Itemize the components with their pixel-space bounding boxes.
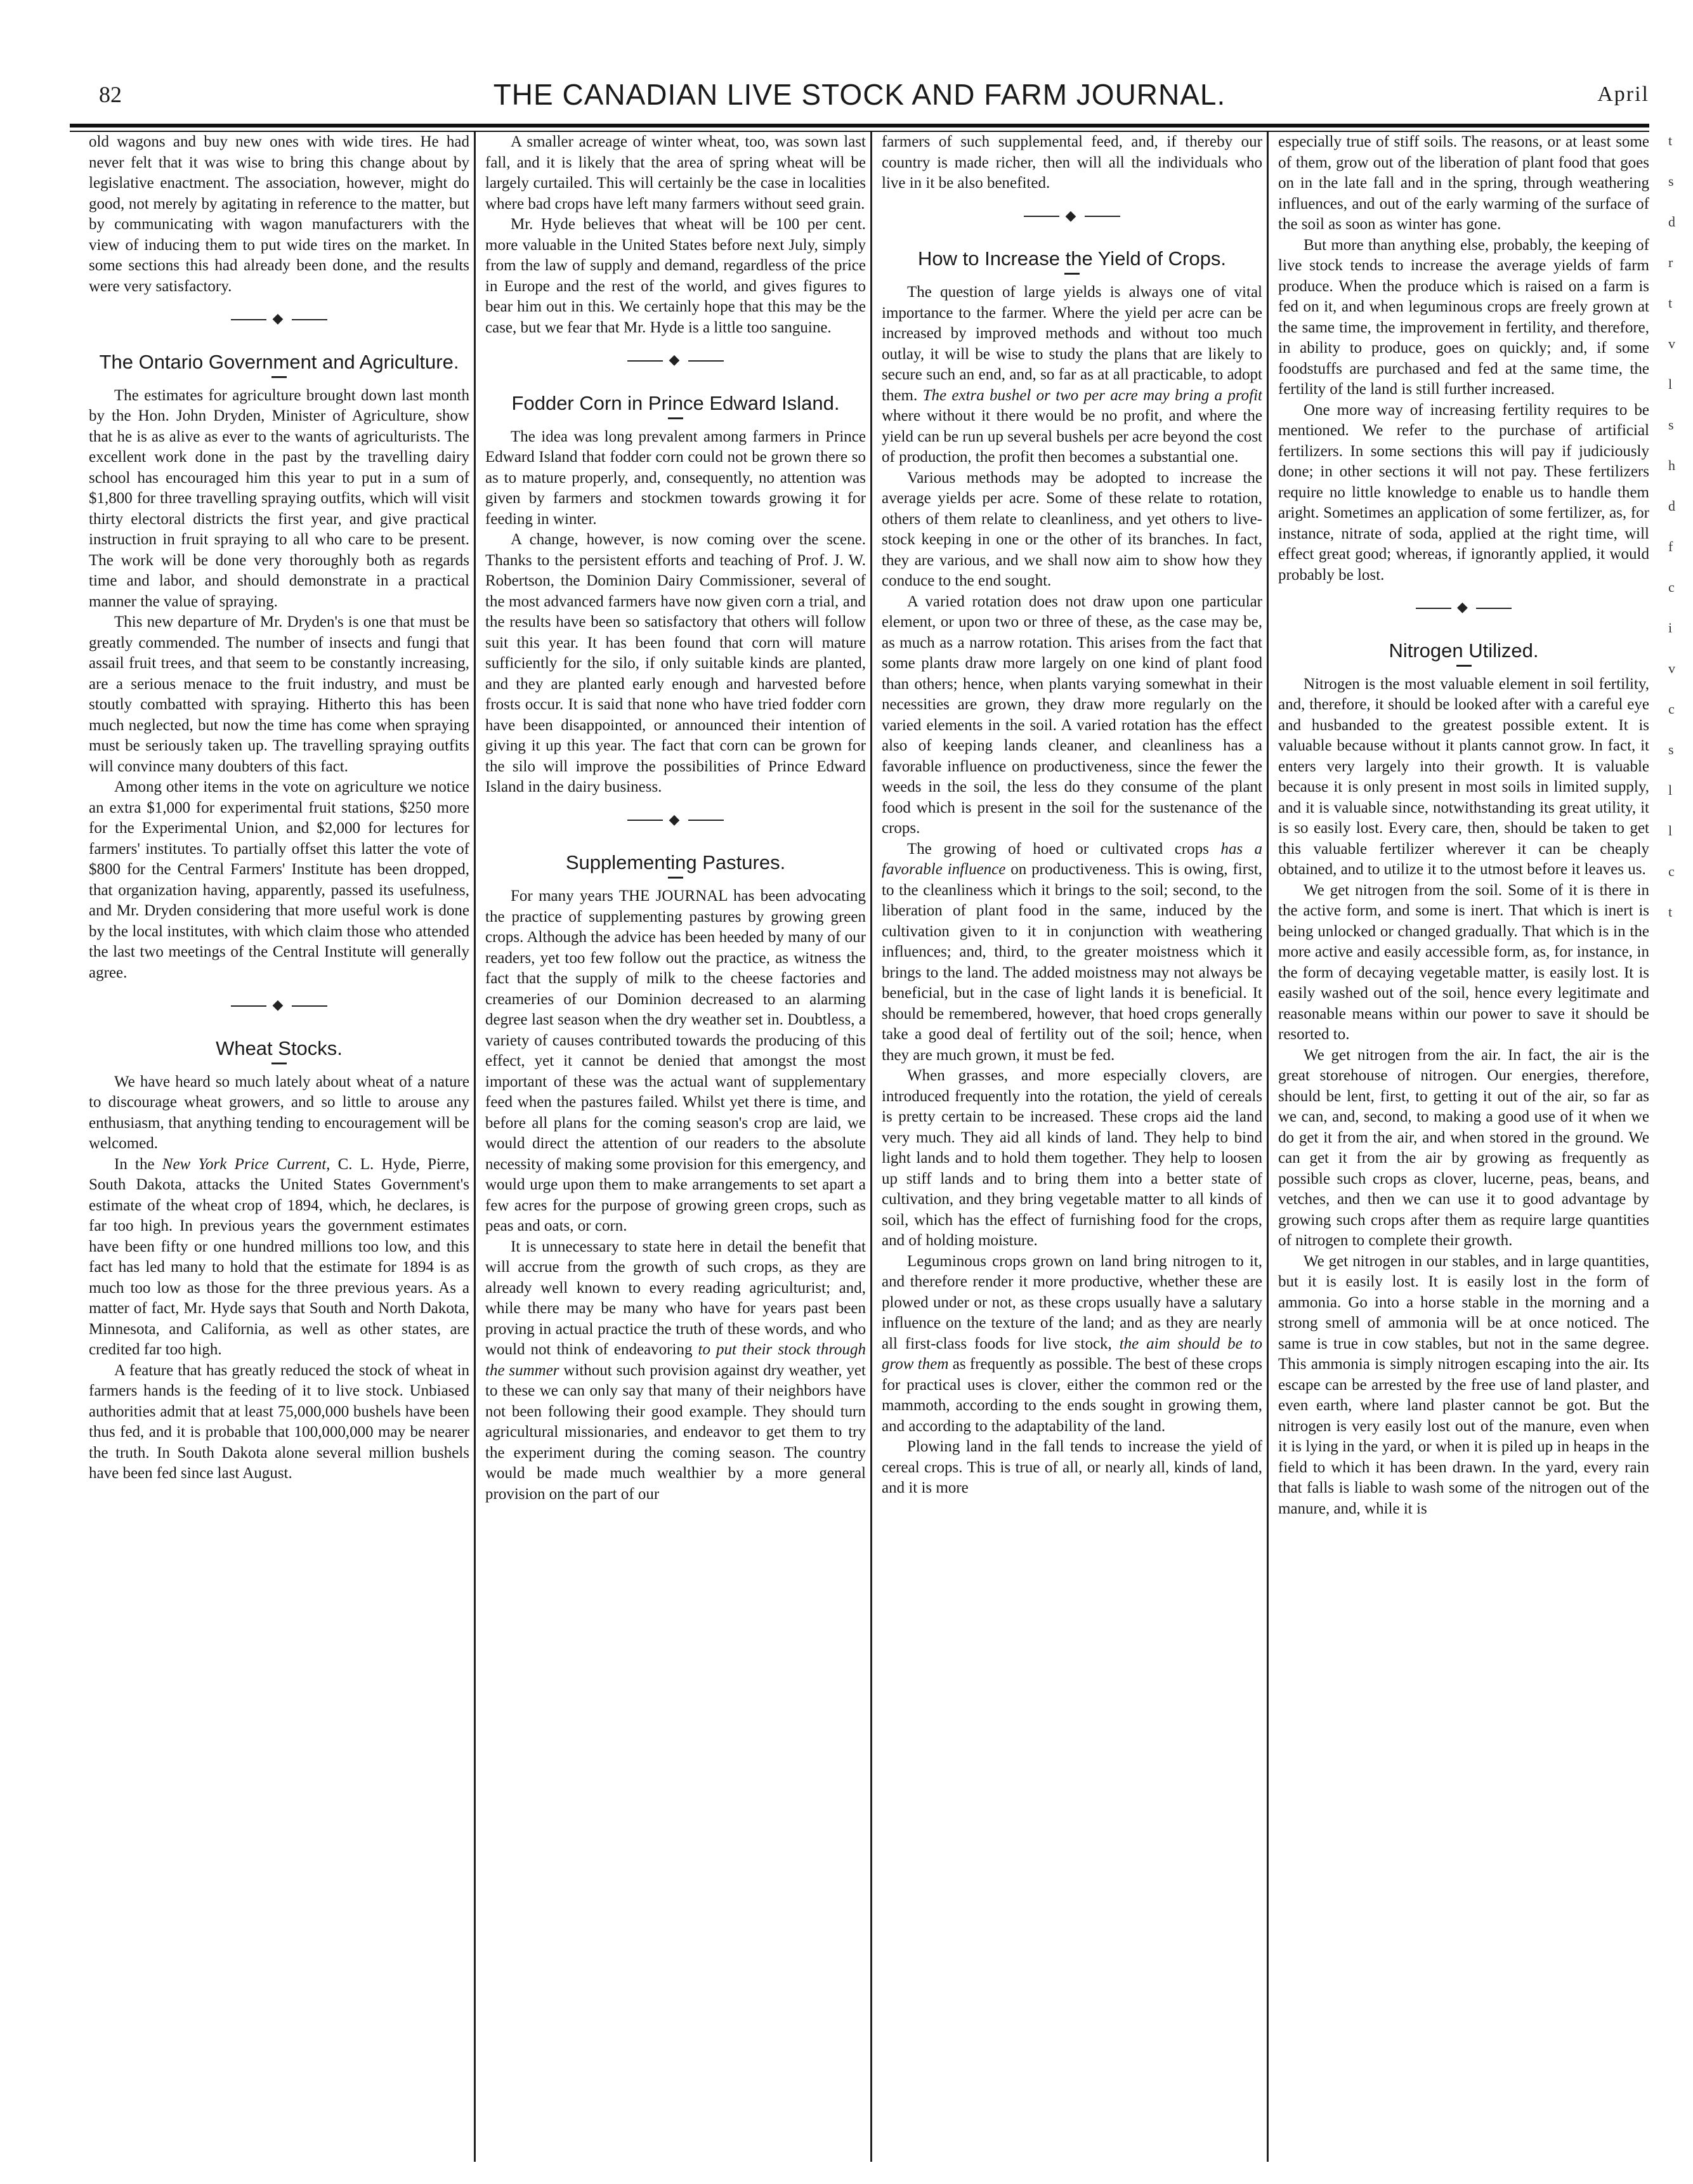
page-number: 82 [99,82,122,107]
section-separator [1278,597,1649,618]
column-rule [474,132,476,2162]
article-columns [70,132,1649,2162]
paragraph: farmers of such supplemental feed, and, if thereby our country is made richer, then will all the individuals who live in it be also benefited. [882,133,1262,192]
paragraph: A varied rotation does not draw upon one particular element, or upon two or three of these, as the case may be, as much as a narrow rotation. This arises from the fact that some plants draw more largely on one kind of plant food than others; hence, when plants varying somewhat in their necessities are grown, they draw more regularly on the varied elements in the soil. A varied rotation has the effect also of keeping lands cleaner, and cleanliness has a favorable influence on productiveness, since the fewer the weeds in the soil, the less do they consume of the plant food which is present in the soil for the sustenance of the crops. [882,592,1262,837]
section-separator [89,308,469,329]
journal-title: THE CANADIAN LIVE STOCK AND FARM JOURNAL. [493,78,1226,111]
headline-supplementing-pastures: Supplementing Pastures. [565,851,786,873]
paragraph: But more than anything else, probably, the keeping of live stock tends to increase the average yields of farm produce. When the produce which is raised on a farm is fed on it, and when leguminous crops are freely grown at the same time, the improvement in fertility, and therefore, in ability to produce, goes on quickly; and, if some foodstuffs are purchased and fed at the same time, the fertility of the land is still further increased. [1278,236,1649,398]
column-1 [89,132,469,2162]
paragraph: old wagons and buy new ones with wide tires. He had never felt that it was wise to bring this change about by legislative enactment. The association, however, might do good, not merely by agitating in reference to the matter, but by communicating with wagon manufacturers with the view of inducing them to put wide tires on the market. In some sections this had already been done, and the results were very satisfactory. [89,133,469,295]
paragraph: Nitrogen is the most valuable element in soil fertility, and, therefore, it should be looked after with a careful eye and husbanded to the greatest possible extent. It is valuable because without it plants cannot grow. In fact, it enters very largely into their growth. It is valuable because it is only present in most soils in limited supply, and it is valuable since, notwithstanding its great utility, it is so easily lost. Every care, then, should be taken to get this valuable fertilizer wherever it can be cheaply obtained, and to utilize it to the utmost before it leaves us. [1278,675,1649,878]
adjacent-page-edge: t s d r t v l s h d f c i v c s l l c t [1668,133,1675,920]
paragraph: The idea was long prevalent among farmers in Prince Edward Island that fodder corn could not be grown there so as to mature properly, and, consequently, no attention was given by farmers and stockmen towards growing it for feeding in winter. [485,428,866,528]
column-rule [870,132,872,2162]
headline-dash [1064,273,1080,275]
column-rule [1267,132,1269,2162]
column-3 [882,132,1262,2162]
header-rule-thick [70,124,1649,128]
headline-dash [271,376,287,378]
paragraph: A change, however, is now coming over the scene. Thanks to the persistent efforts and teaching of Prof. J. W. Robertson, the Dominion Dairy Commissioner, several of the most advanced farmers have now given corn a trial, and the results have been so satisfactory that others will follow suit this year. It has been found that corn will mature sufficiently for the silo, if only suitable kinds are planted, and they are planted early enough and harvested before frosts occur. It is said that none who have tried fodder corn have been disappointed, or announced their intention of giving it up this year. The fact that corn can be grown for the silo will improve the possibilities of Prince Edward Island in the dairy business. [485,531,866,795]
paragraph: One more way of increasing fertility requires to be mentioned. We refer to the purchase of artificial fertilizers. In some sections this will pay if judiciously done; in other sections it will not pay. These fertilizers require no little knowledge to enable us to handle them aright. Sometimes an application of some fertilizer, as, for instance, nitrate of soda, applied at the right time, will effect great good; whereas, if ignorantly applied, it would probably be lost. [1278,401,1649,584]
separator-ornament: ◆ [272,997,286,1012]
paragraph: The estimates for agriculture brought down last month by the Hon. John Dryden, Minister of Agriculture, show that he is as alive as ever to the wants of agriculturists. The excellent work done in the past by the travelling dairy school has encouraged him this year to put in a sum of $1,800 for three travelling spraying outfits, which will visit thirty electoral districts the first year, and give practical instruction in fruit spraying to all who care to be present. The work will be done very thoroughly both as regards time and labor, and should demonstrate in a practical manner the value of spraying. [89,386,469,610]
headline-dash [271,1063,287,1064]
separator-ornament: ◆ [669,811,683,827]
headline-nitrogen-utilized: Nitrogen Utilized. [1389,639,1539,662]
paragraph: The growing of hoed or cultivated crops has a favorable influence on productiveness. This is owing, first, to the cleanliness which it brings to the soil; second, to the liberation of plant food in the same, induced by the cultivation given to it in conjunction with weathering influences; and, third, to the greater moistness which it brings to the land. The added moistness may not always be beneficial, but in the case of light lands it is beneficial. It should be remembered, however, that hoed crops generally take a good deal of fertility out of the soil; hence, when they are much grown, it must be fed. [882,840,1262,1064]
paragraph: For many years THE JOURNAL has been advocating the practice of supplementing pastures by growing green crops. Although the advice has been heeded by many of our readers, yet too few follow out the practice, as witness the fact that the supply of milk to the cheese factories and creameries of our Dominion decreased to an alarming degree last season when the dry weather set in. Doubtless, a variety of causes contributed towards the producing of this effect, yet it cannot be denied that amongst the most important of these was the actual want of supplementary feed when the pastures failed. Whilst yet there is time, and before all plans for the coming season's crop are laid, we would direct the attention of our readers to the absolute necessity of making some provision for this emergency, and would urge upon them to make arrangements to set apart a few acres for the purpose of growing green crops, such as peas and oats, or corn. [485,887,866,1234]
paragraph: Plowing land in the fall tends to increase the yield of cereal crops. This is true of all, or nearly all, kinds of land, and it is more [882,1438,1262,1496]
column-4 [1278,132,1649,2162]
paragraph: In the New York Price Current, C. L. Hyde, Pierre, South Dakota, attacks the United States Government's estimate of the wheat crop of 1894, which, he declares, is far too high. In previous years the government estimates have been fifty or one hundred millions too low, and this fact has led many to hold that the estimate for 1894 is as much too low as those for the three previous years. As a matter of fact, Mr. Hyde says that South and North Dakota, Minnesota, and California, as well as other states, are credited far too high. [89,1155,469,1358]
column-2 [485,132,866,2162]
headline-dash [668,877,683,879]
newspaper-page [70,63,1649,2157]
paragraph: When grasses, and more especially clovers, are introduced frequently into the rotation, the yield of cereals is pretty certain to be increased. These crops aid the land very much. They aid all kinds of land. They help to bind light lands and to hold them together. They help to loosen up stiff lands and to bring them into a better state of cultivation, and they bring vegetable matter to all kinds of soil, which has the effect of furnishing food for the crops, and of holding moisture. [882,1067,1262,1249]
headline-fodder-corn: Fodder Corn in Prince Edward Island. [511,391,840,414]
headline-wheat-stocks: Wheat Stocks. [216,1036,343,1059]
separator-ornament: ◆ [1457,599,1470,615]
paragraph: This new departure of Mr. Dryden's is one that must be greatly commended. The number of insects and fungi that assail fruit trees, and that seem to be constantly increasing, are a serious menace to the fruit industry, and must be stoutly combatted with spraying. Hitherto this has been much neglected, but now the time has come when spraying must be seriously taken up. The travelling spraying outfits will convince many doubters of this fact. [89,613,469,775]
paragraph: especially true of stiff soils. The reasons, or at least some of them, grow out of the liberation of plant food that goes on in the late fall and in the spring, through weathering influences, and out of the early warming of the surface of the soil as soon as winter has gone. [1278,133,1649,233]
page-header [70,63,1649,127]
publication-name: New York Price Current, [162,1155,330,1173]
issue-month: April [1597,82,1649,106]
paragraph: The question of large yields is always one of vital importance to the farmer. Where the yield per acre can be increased by improved methods and without too much outlay, it will be wise to study the plans that are likely to secure such an end, and, so far as at all practicable, to adopt them. The extra bushel or two per acre may bring a profit where without it there would be no profit, and where the yield can be run up several bushels per acre beyond the cost of production, the profit then becomes a substantial one. [882,284,1262,466]
paragraph: Leguminous crops grown on land bring nitrogen to it, and therefore render it more productive, whether these are plowed under or not, as these crops usually have a salutary influence on the texture of the land; and as they are nearly all first-class foods for live stock, the aim should be to grow them as frequently as possible. The best of these crops for practical uses is clover, either the common red or the mammoth, according to the ends sought in growing them, and according to the adaptability of the land. [882,1252,1262,1435]
headline-dash [668,417,683,419]
paragraph: Various methods may be adopted to increase the average yields per acre. Some of these relate to rotation, others of them relate to cleanliness, and yet others to live-stock keeping in one or the other of its branches. In fact, they are various, and we shall now aim to show how they conduce to the end sought. [882,469,1262,589]
paragraph: We have heard so much lately about wheat of a nature to discourage wheat growers, and so little to arouse any enthusiasm, that anything tending to encouragement will be welcomed. [89,1073,469,1152]
paragraph: We get nitrogen from the soil. Some of it is there in the active form, and some is inert. That which is inert is being unlocked or changed gradually. That which is in the more active and easily accessible form, as, for instance, in the form of decaying vegetable matter, is easily lost. It is easily washed out of the soil, hence every legitimate and reasonable means within our power to save it should be resorted to. [1278,881,1649,1043]
paragraph: A smaller acreage of winter wheat, too, was sown last fall, and it is likely that the area of spring wheat will be largely curtailed. This will certainly be the case in localities where bad crops have left many farmers without seed grain. [485,133,866,213]
section-separator [882,206,1262,226]
paragraph: A feature that has greatly reduced the stock of wheat in farmers hands is the feeding of it to live stock. Unbiased authorities admit that at least 75,000,000 bushels have been thus fed, and it is probable that 100,000,000 may be nearer the truth. In South Dakota alone several million bushels have been fed since last August. [89,1361,469,1482]
paragraph: Among other items in the vote on agriculture we notice an extra $1,000 for experimental fruit stations, $250 more for the Experimental Union, and $2,000 for lectures for farmers' institutes. To partially offset this latter the vote of $800 for the Central Farmers' Institute has been dropped, that organization having, apparently, passed its usefulness, and Mr. Dryden considering that more useful work is done by the local institutes, with which claim those who attended the last two meetings of the Central Institute will generally agree. [89,778,469,981]
separator-ornament: ◆ [272,310,286,326]
paragraph: Mr. Hyde believes that wheat will be 100 per cent. more valuable in the United States before next July, simply from the law of supply and demand, regardless of the price in Europe and the rest of the world, and gives figures to bear him out in this. We certainly hope that this may be the case, but we fear that Mr. Hyde is a little too sanguine. [485,216,866,336]
headline-ontario-government: The Ontario Government and Agriculture. [99,350,459,373]
separator-ornament: ◆ [1065,207,1079,223]
section-separator [89,995,469,1016]
section-separator [485,809,866,830]
section-separator [485,350,866,370]
paragraph: It is unnecessary to state here in detail the benefit that will accrue from the growth of such crops, as they are already well known to every reading agriculturist; and, while there may be many who have for years past been proving in actual practice the truth of these words, and who would not think of endeavoring to put their stock through the summer without such provision against dry weather, yet to these we can only say that many of their neighbors have not been following their good example. They should turn agricultural missionaries, and endeavor to get them to try the experiment during the coming season. The country would be made much wealthier by a more general provision on the part of our [485,1238,866,1503]
headline-dash [1456,665,1472,667]
separator-ornament: ◆ [669,351,683,367]
headline-increase-yield: How to Increase the Yield of Crops. [918,247,1226,270]
paragraph: We get nitrogen from the air. In fact, the air is the great storehouse of nitrogen. Our energies, therefore, should be lent, first, to getting it out of the air, so far as we can, and, second, to making a good use of it when we do get it from the air, and when stored in the ground. We can get it from the air by growing as frequently as possible such crops as clover, lucerne, peas, beans, and vetches, and then we can use it to good advantage by growing such crops after them as require large quantities of nitrogen to complete their growth. [1278,1046,1649,1249]
paragraph: We get nitrogen in our stables, and in large quantities, but it is easily lost. It is easily lost in the form of ammonia. Go into a horse stable in the morning and a strong smell of ammonia will be at once noticed. The same is true in cow stables, but not in the same degree. This ammonia is simply nitrogen escaping into the air. Its escape can be arrested by the free use of land plaster, and even earth, where land plaster cannot be got. But the nitrogen is very easily lost out of the manure, even when it is lying in the yard, or when it is piled up in heaps in the field to which it has been drawn. In the yard, every rain that falls is liable to wash some of the nitrogen out of the manure, and, while it is [1278,1252,1649,1517]
